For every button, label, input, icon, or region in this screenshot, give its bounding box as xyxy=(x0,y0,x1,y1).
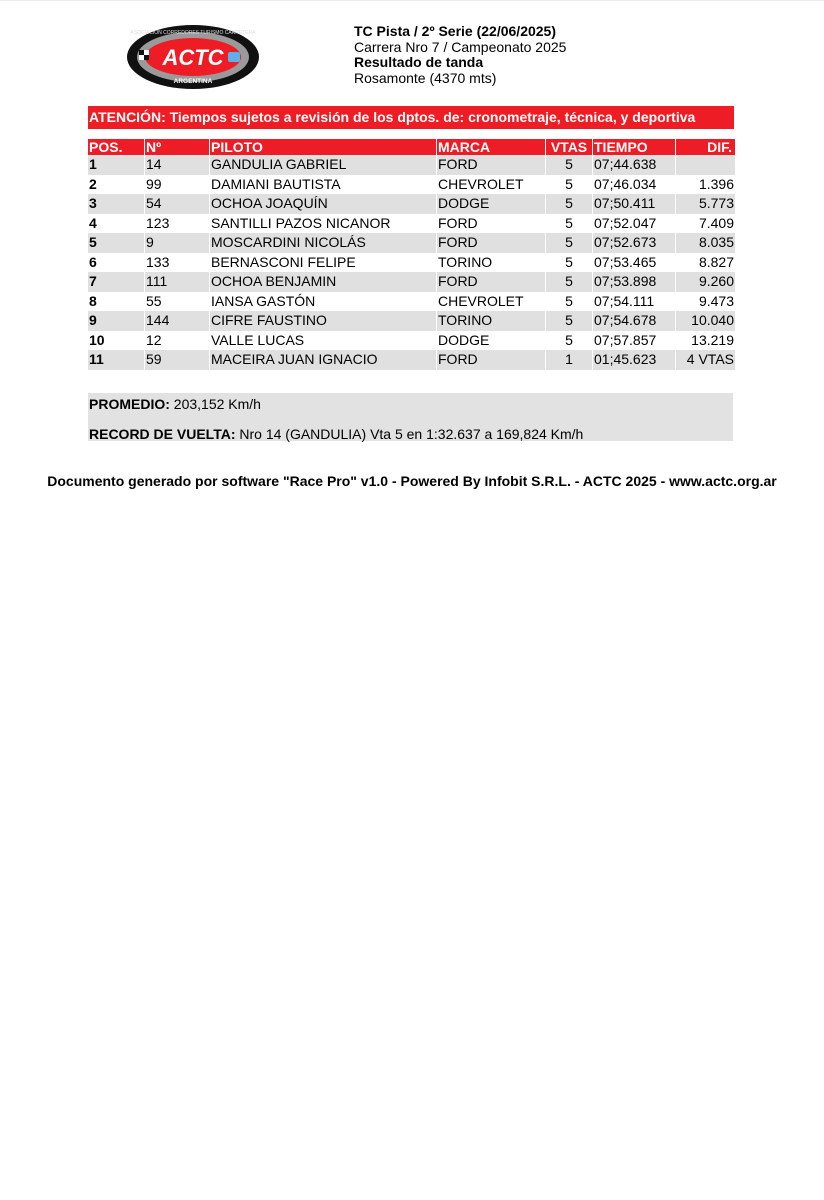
table-row xyxy=(88,272,735,292)
cell-pilot: MACEIRA JUAN IGNACIO xyxy=(210,350,436,370)
cell-time: 07;44.638 xyxy=(593,155,675,175)
cell-brand: FORD xyxy=(438,214,478,231)
cell-number: 54 xyxy=(145,194,209,214)
cell-pos: 5 xyxy=(88,233,144,253)
cell-number: 14 xyxy=(145,155,209,175)
cell-time: 07;52.047 xyxy=(594,214,657,231)
cell-number: 111 xyxy=(145,272,209,292)
cell-number: 133 xyxy=(146,253,170,270)
cell-laps: 5 xyxy=(546,311,592,331)
cell-brand: CHEVROLET xyxy=(438,292,524,309)
cell-pilot: DAMIANI BAUTISTA xyxy=(211,175,341,192)
cell-diff: 7.409 xyxy=(698,214,734,231)
table-row xyxy=(88,214,735,234)
results-table xyxy=(87,139,736,370)
cell-diff: 8.035 xyxy=(676,233,735,253)
table-row xyxy=(88,253,735,273)
cell-laps: 5 xyxy=(565,331,573,348)
cell-diff: 8.827 xyxy=(698,253,734,270)
cell-pos: 6 xyxy=(89,253,97,270)
cell-number: 9 xyxy=(145,233,209,253)
logo-subtext: ARGENTINA xyxy=(173,78,213,85)
table-row xyxy=(88,292,735,312)
cell-pos: 3 xyxy=(88,194,144,214)
document-footer: Documento generado por software "Race Pro" v1.0 - Powered By Infobit S.R.L. - ACTC 2025 - www.actc.org.ar xyxy=(47,473,777,489)
cell-diff xyxy=(676,155,735,175)
cell-pilot: OCHOA BENJAMIN xyxy=(210,272,436,292)
cell-pos: 9 xyxy=(88,311,144,331)
cell-pilot: SANTILLI PAZOS NICANOR xyxy=(211,214,391,231)
summary-box xyxy=(88,393,733,441)
cell-brand: FORD xyxy=(437,155,545,175)
table-row xyxy=(88,311,735,331)
cell-number: 12 xyxy=(146,331,162,348)
cell-diff: 5.773 xyxy=(676,194,735,214)
cell-pos: 2 xyxy=(89,175,97,192)
cell-number: 55 xyxy=(146,292,162,309)
cell-laps: 5 xyxy=(565,253,573,270)
cell-pilot: GANDULIA GABRIEL xyxy=(210,155,436,175)
cell-time: 07;54.678 xyxy=(593,311,675,331)
cell-brand: FORD xyxy=(437,272,545,292)
logo-text: ACTC xyxy=(162,45,224,70)
cell-diff: 13.219 xyxy=(691,331,734,348)
cell-time: 07;53.465 xyxy=(594,253,657,270)
cell-laps: 5 xyxy=(565,214,573,231)
record-value: Nro 14 (GANDULIA) Vta 5 en 1:32.637 a 169,824 Km/h xyxy=(239,426,584,442)
cell-number: 144 xyxy=(145,311,209,331)
cell-laps: 5 xyxy=(565,292,573,309)
warning-banner: ATENCIÓN: Tiempos sujetos a revisión de los dptos. de: cronometraje, técnica, y deportiva xyxy=(88,106,734,129)
cell-laps: 5 xyxy=(546,272,592,292)
table-row xyxy=(88,331,735,351)
document-title: TC Pista / 2º Serie (22/06/2025) xyxy=(354,23,557,39)
cell-brand: FORD xyxy=(437,233,545,253)
cell-pilot: BERNASCONI FELIPE xyxy=(211,253,356,270)
cell-laps: 5 xyxy=(546,194,592,214)
col-header-brand: MARCA xyxy=(437,139,545,155)
cell-laps: 5 xyxy=(546,233,592,253)
cell-pos: 10 xyxy=(89,331,105,348)
section-title: Resultado de tanda xyxy=(354,54,484,70)
cell-time: 07;54.111 xyxy=(594,292,655,309)
cell-pilot: VALLE LUCAS xyxy=(211,331,305,348)
average-speed-line xyxy=(89,396,261,412)
table-header-row xyxy=(88,139,735,155)
cell-diff: 1.396 xyxy=(698,175,734,192)
cell-brand: DODGE xyxy=(437,194,545,214)
average-value: 203,152 Km/h xyxy=(173,396,261,412)
cell-time: 07;46.034 xyxy=(594,175,657,192)
table-row xyxy=(88,233,735,253)
col-header-laps: VTAS xyxy=(546,139,592,155)
logo-blue-mark xyxy=(228,52,240,62)
table-row xyxy=(88,175,735,195)
cell-laps: 1 xyxy=(546,350,592,370)
actc-logo xyxy=(125,22,261,92)
cell-pilot: IANSA GASTÓN xyxy=(211,292,316,309)
cell-brand: TORINO xyxy=(437,311,545,331)
table-row xyxy=(88,155,735,175)
cell-pos: 7 xyxy=(88,272,144,292)
record-label: RECORD DE VUELTA: xyxy=(89,426,236,442)
circuit-name: Rosamonte (4370 mts) xyxy=(354,69,497,86)
lap-record-line xyxy=(89,426,583,442)
cell-diff: 4 VTAS xyxy=(676,350,735,370)
cell-number: 99 xyxy=(146,175,162,192)
cell-laps: 5 xyxy=(565,175,573,192)
table-row xyxy=(88,350,735,370)
document-header xyxy=(354,24,566,86)
cell-brand: TORINO xyxy=(438,253,493,270)
col-header-pos: POS. xyxy=(88,139,144,155)
cell-pilot: OCHOA JOAQUÍN xyxy=(210,194,436,214)
cell-number: 59 xyxy=(145,350,209,370)
cell-pilot: CIFRE FAUSTINO xyxy=(210,311,436,331)
cell-brand: DODGE xyxy=(438,331,490,348)
table-row xyxy=(88,194,735,214)
cell-diff: 9.473 xyxy=(698,292,734,309)
col-header-num: Nº xyxy=(145,139,209,155)
cell-brand: FORD xyxy=(437,350,545,370)
cell-pos: 8 xyxy=(89,292,97,309)
cell-brand: CHEVROLET xyxy=(438,175,524,192)
cell-pos: 4 xyxy=(89,214,97,231)
cell-laps: 5 xyxy=(546,155,592,175)
cell-pos: 11 xyxy=(88,350,144,370)
col-header-time: TIEMPO xyxy=(593,139,675,155)
cell-time: 07;50.411 xyxy=(593,194,675,214)
page-top-edge xyxy=(0,0,824,1)
average-label: PROMEDIO: xyxy=(89,396,170,412)
cell-diff: 10.040 xyxy=(676,311,735,331)
col-header-pilot: PILOTO xyxy=(210,139,436,155)
cell-number: 123 xyxy=(146,214,170,231)
col-header-diff: DIF. xyxy=(676,139,735,155)
cell-diff: 9.260 xyxy=(676,272,735,292)
cell-time: 07;52.673 xyxy=(593,233,675,253)
cell-time: 07;57.857 xyxy=(594,331,657,348)
document-subtitle: Carrera Nro 7 / Campeonato 2025 xyxy=(354,38,567,55)
cell-pos: 1 xyxy=(88,155,144,175)
cell-time: 07;53.898 xyxy=(593,272,675,292)
logo-ring-text: ASOCIACION CORREDORES TURISMO CARRETERA xyxy=(130,30,256,36)
results-section xyxy=(88,106,734,370)
cell-time: 01;45.623 xyxy=(593,350,675,370)
cell-pilot: MOSCARDINI NICOLÁS xyxy=(210,233,436,253)
